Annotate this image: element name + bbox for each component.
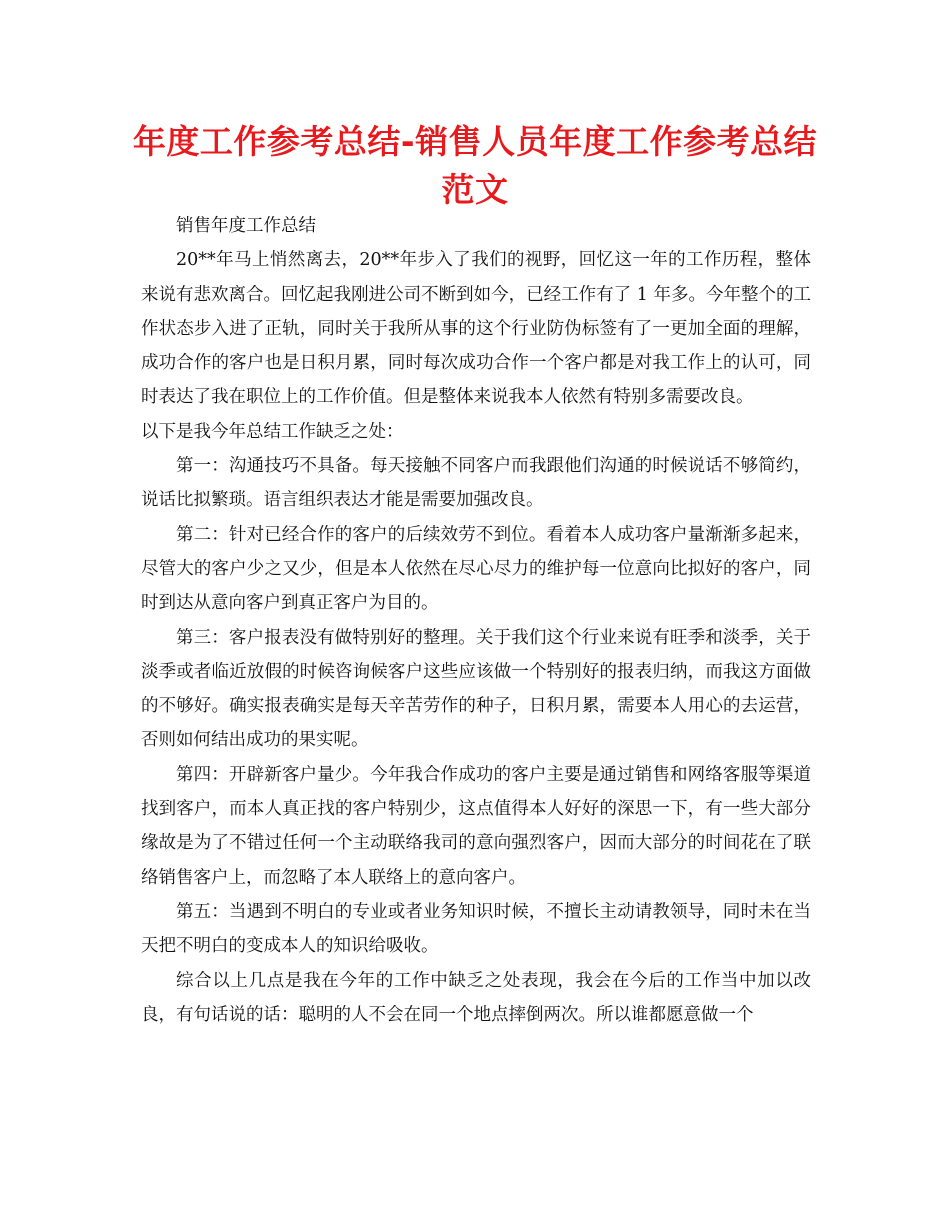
list-intro: 以下是我今年总结工作缺乏之处：	[141, 421, 404, 442]
body-paragraph: 20**年马上悄然离去，20**年步入了我们的视野，回忆这一年的工作历程，整体来说有悲欢离合。回忆起我刚进公司不断到如今，已经工作有了 1 年多。今年整个的工作状态步入进了正轨，同时关于我所从事的这个行业防伪标签有了一更加全面的理解，成功合作的客户也是日积月累，同时每次成功合作一个客户都是对我工作上的认可，同时表达了我在职位上的工作价值。但是整体来说我本人依然有特别多需要改良。	[141, 250, 811, 408]
list-item: 第一：沟通技巧不具备。每天接触不同客户而我跟他们沟通的时候说话不够简约，说话比拟繁琐。语言组织表达才能是需要加强改良。	[141, 456, 811, 511]
section-heading: 销售年度工作总结	[176, 216, 316, 236]
list-item: 第二：针对已经合作的客户的后续效劳不到位。看着本人成功客户量渐渐多起来，尽管大的客户少之又少，但是本人依然在尽心尽力的维护每一位意向比拟好的客户，同时到达从意向客户到真正客户为目的。	[141, 524, 811, 614]
list-item: 第五：当遇到不明白的专业或者业务知识时候，不擅长主动请教领导，同时未在当天把不明白的变成本人的知识给吸收。	[141, 901, 811, 957]
document-title: 年度工作参考总结-销售人员年度工作参考总结范文	[132, 122, 818, 209]
document-body	[141, 209, 811, 1032]
body-paragraph: 综合以上几点是我在今年的工作中缺乏之处表现，我会在今后的工作当中加以改良，有句话说的话：聪明的人不会在同一个地点摔倒两次。所以谁都愿意做一个	[141, 970, 811, 1025]
list-item: 第三：客户报表没有做特别好的整理。关于我们这个行业来说有旺季和淡季，关于淡季或者临近放假的时候咨询候客户这些应该做一个特别好的报表归纳，而我这方面做的不够好。确实报表确实是每天辛苦劳作的种子，日积月累，需要本人用心的去运营，否则如何结出成功的果实呢。	[141, 627, 811, 751]
list-item: 第四：开辟新客户量少。今年我合作成功的客户主要是通过销售和网络客服等渠道找到客户，而本人真正找的客户特别少，这点值得本人好好的深思一下，有一些大部分缘故是为了不错过任何一个主动联络我司的意向强烈客户，因而大部分的时间花在了联络销售客户上，而忽略了本人联络上的意向客户。	[141, 764, 811, 888]
